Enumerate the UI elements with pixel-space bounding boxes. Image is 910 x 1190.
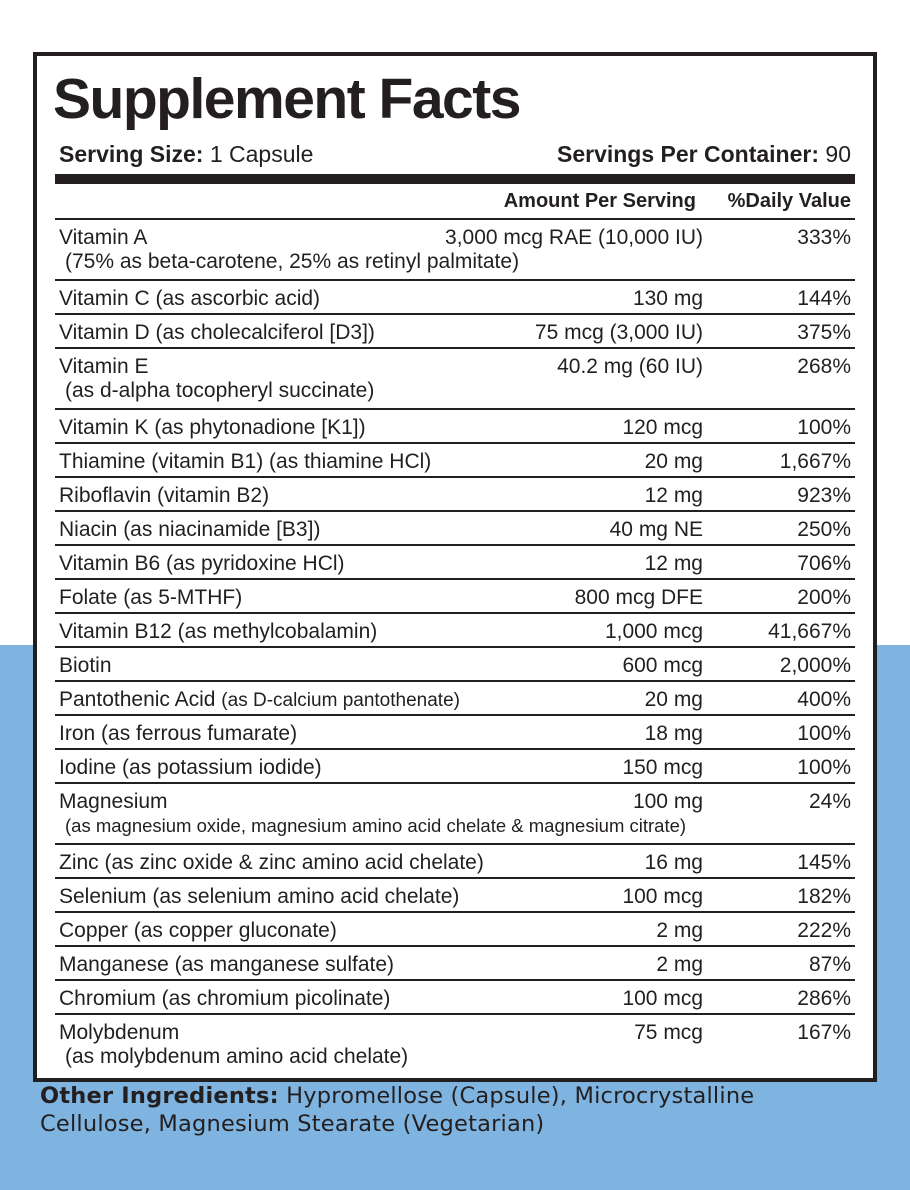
nutrient-name-text: Magnesium bbox=[59, 790, 168, 813]
nutrient-daily-value: 706% bbox=[797, 552, 851, 575]
nutrient-amount: 3,000 mcg RAE (10,000 IU) bbox=[445, 226, 703, 249]
nutrient-name-text: Vitamin B12 (as methylcobalamin) bbox=[59, 620, 378, 643]
other-ingredients-label: Other Ingredients: bbox=[40, 1083, 279, 1109]
table-row bbox=[55, 580, 855, 614]
nutrient-name bbox=[59, 416, 366, 440]
table-row bbox=[55, 349, 855, 410]
nutrient-name bbox=[59, 484, 269, 508]
nutrient-name bbox=[59, 790, 168, 814]
table-row bbox=[55, 410, 855, 444]
nutrient-daily-value: 182% bbox=[797, 885, 851, 908]
nutrient-source: (75% as beta-carotene, 25% as retinyl palmitate) bbox=[65, 250, 520, 273]
nutrient-source: (as magnesium oxide, magnesium amino acid chelate & magnesium citrate) bbox=[65, 815, 687, 836]
nutrient-name-text: Molybdenum bbox=[59, 1021, 180, 1044]
nutrient-name bbox=[59, 620, 377, 644]
nutrient-name bbox=[59, 552, 345, 576]
nutrient-name-text: Vitamin E bbox=[59, 355, 149, 378]
nutrient-name-text: Thiamine (vitamin B1) (as thiamine HCl) bbox=[59, 450, 432, 473]
nutrient-name-text: Copper (as copper gluconate) bbox=[59, 919, 337, 942]
nutrient-daily-value: 87% bbox=[808, 953, 851, 976]
table-row bbox=[55, 716, 855, 750]
nutrient-daily-value: 144% bbox=[797, 287, 851, 310]
nutrient-daily-value: 333% bbox=[797, 226, 851, 249]
nutrient-table bbox=[55, 220, 855, 1076]
nutrient-daily-value: 100% bbox=[797, 722, 851, 745]
nutrient-name-text: Pantothenic Acid bbox=[59, 688, 216, 711]
nutrient-daily-value: 24% bbox=[808, 790, 851, 813]
nutrient-name bbox=[59, 226, 147, 250]
nutrient-name-text: Riboflavin (vitamin B2) bbox=[59, 484, 270, 507]
nutrient-daily-value: 145% bbox=[797, 851, 851, 874]
nutrient-name bbox=[59, 321, 375, 345]
nutrient-amount: 100 mcg bbox=[622, 885, 703, 908]
nutrient-daily-value: 200% bbox=[797, 586, 851, 609]
nutrient-daily-value: 100% bbox=[797, 416, 851, 439]
nutrient-name-text: Selenium (as selenium amino acid chelate) bbox=[59, 885, 460, 908]
nutrient-amount: 2 mg bbox=[656, 919, 703, 942]
serving-size-value: 1 Capsule bbox=[209, 141, 314, 167]
nutrient-name-text: Manganese (as manganese sulfate) bbox=[59, 953, 395, 976]
table-row bbox=[55, 750, 855, 784]
table-row bbox=[55, 947, 855, 981]
nutrient-amount: 75 mcg (3,000 IU) bbox=[534, 321, 703, 344]
table-row bbox=[55, 981, 855, 1015]
nutrient-name bbox=[59, 450, 431, 474]
page-title: Supplement Facts bbox=[53, 67, 520, 131]
nutrient-daily-value: 268% bbox=[797, 355, 851, 378]
nutrient-amount: 40 mg NE bbox=[609, 518, 703, 541]
table-row bbox=[55, 220, 855, 281]
nutrient-amount: 20 mg bbox=[644, 688, 703, 711]
nutrient-name bbox=[59, 885, 459, 909]
nutrient-amount: 16 mg bbox=[644, 851, 703, 874]
table-row bbox=[55, 784, 855, 845]
nutrient-name bbox=[59, 586, 242, 610]
nutrient-amount: 18 mg bbox=[644, 722, 703, 745]
nutrient-amount: 40.2 mg (60 IU) bbox=[557, 355, 703, 378]
nutrient-daily-value: 167% bbox=[797, 1021, 851, 1044]
nutrient-amount: 120 mcg bbox=[622, 416, 703, 439]
nutrient-name bbox=[59, 654, 112, 678]
table-row bbox=[55, 682, 855, 716]
servings-per-container-label: Servings Per Container: bbox=[556, 141, 820, 167]
servings-per-container-value: 90 bbox=[825, 141, 851, 167]
nutrient-name bbox=[59, 987, 390, 1011]
nutrient-daily-value: 250% bbox=[797, 518, 851, 541]
table-row bbox=[55, 512, 855, 546]
nutrient-amount: 20 mg bbox=[644, 450, 703, 473]
nutrient-name bbox=[59, 953, 394, 977]
other-ingredients-text: Hypromellose (Capsule), Microcrystalline Cellulose, Magnesium Stearate (Vegetarian) bbox=[40, 1083, 755, 1137]
nutrient-name bbox=[59, 518, 320, 542]
nutrient-daily-value: 1,667% bbox=[779, 450, 851, 473]
table-row bbox=[55, 478, 855, 512]
table-row bbox=[55, 444, 855, 478]
nutrient-name bbox=[59, 722, 297, 746]
table-row bbox=[55, 315, 855, 349]
nutrient-name-text: Folate (as 5-MTHF) bbox=[59, 586, 243, 609]
supplement-facts-panel bbox=[33, 52, 877, 1082]
nutrient-name-text: Niacin (as niacinamide [B3]) bbox=[59, 518, 321, 541]
nutrient-name-text: Iron (as ferrous fumarate) bbox=[59, 722, 298, 745]
serving-size bbox=[59, 139, 313, 169]
nutrient-daily-value: 400% bbox=[797, 688, 851, 711]
nutrient-source: (as d-alpha tocopheryl succinate) bbox=[65, 379, 375, 402]
table-row bbox=[55, 648, 855, 682]
servings-per-container bbox=[557, 139, 851, 169]
header-amount: Amount Per Serving bbox=[503, 190, 696, 212]
serving-size-label: Serving Size: bbox=[59, 141, 204, 167]
nutrient-daily-value: 286% bbox=[797, 987, 851, 1010]
nutrient-name-text: Vitamin C (as ascorbic acid) bbox=[59, 287, 321, 310]
nutrient-daily-value: 2,000% bbox=[779, 654, 851, 677]
other-ingredients bbox=[40, 1082, 860, 1138]
nutrient-name-text: Zinc (as zinc oxide & zinc amino acid chelate) bbox=[59, 851, 484, 874]
nutrient-name bbox=[59, 919, 337, 943]
table-row bbox=[55, 614, 855, 648]
nutrient-name bbox=[59, 287, 320, 311]
nutrient-name-text: Chromium (as chromium picolinate) bbox=[59, 987, 391, 1010]
table-row bbox=[55, 1015, 855, 1076]
nutrient-amount: 150 mcg bbox=[622, 756, 703, 779]
nutrient-amount: 130 mg bbox=[632, 287, 703, 310]
nutrient-name-text: Vitamin B6 (as pyridoxine HCl) bbox=[59, 552, 345, 575]
table-row bbox=[55, 879, 855, 913]
nutrient-name bbox=[59, 756, 322, 780]
nutrient-daily-value: 923% bbox=[797, 484, 851, 507]
nutrient-name-text: Vitamin K (as phytonadione [K1]) bbox=[59, 416, 366, 439]
nutrient-amount: 75 mcg bbox=[634, 1021, 703, 1044]
nutrient-amount: 1,000 mcg bbox=[604, 620, 703, 643]
nutrient-name-text: Biotin bbox=[59, 654, 112, 677]
table-row bbox=[55, 546, 855, 580]
nutrient-amount: 100 mg bbox=[632, 790, 703, 813]
nutrient-daily-value: 41,667% bbox=[768, 620, 851, 643]
nutrient-amount: 12 mg bbox=[644, 484, 703, 507]
nutrient-source: (as D-calcium pantothenate) bbox=[221, 690, 460, 711]
nutrient-name-text: Vitamin A bbox=[59, 226, 148, 249]
nutrient-daily-value: 222% bbox=[797, 919, 851, 942]
divider-thick bbox=[55, 174, 855, 184]
nutrient-amount: 600 mcg bbox=[622, 654, 703, 677]
nutrient-amount: 800 mcg DFE bbox=[574, 586, 703, 609]
nutrient-name bbox=[59, 355, 149, 379]
serving-info bbox=[59, 139, 851, 169]
nutrient-daily-value: 100% bbox=[797, 756, 851, 779]
nutrient-amount: 100 mcg bbox=[622, 987, 703, 1010]
nutrient-name-text: Iodine (as potassium iodide) bbox=[59, 756, 322, 779]
table-row bbox=[55, 281, 855, 315]
nutrient-amount: 12 mg bbox=[644, 552, 703, 575]
table-row bbox=[55, 845, 855, 879]
nutrient-daily-value: 375% bbox=[797, 321, 851, 344]
nutrient-name bbox=[59, 851, 484, 875]
table-header bbox=[55, 184, 855, 220]
nutrient-amount: 2 mg bbox=[656, 953, 703, 976]
nutrient-name bbox=[59, 1021, 179, 1045]
table-row bbox=[55, 913, 855, 947]
header-daily-value: %Daily Value bbox=[727, 190, 851, 212]
nutrient-name-text: Vitamin D (as cholecalciferol [D3]) bbox=[59, 321, 375, 344]
nutrient-source: (as molybdenum amino acid chelate) bbox=[65, 1045, 409, 1068]
nutrient-name bbox=[59, 688, 460, 713]
